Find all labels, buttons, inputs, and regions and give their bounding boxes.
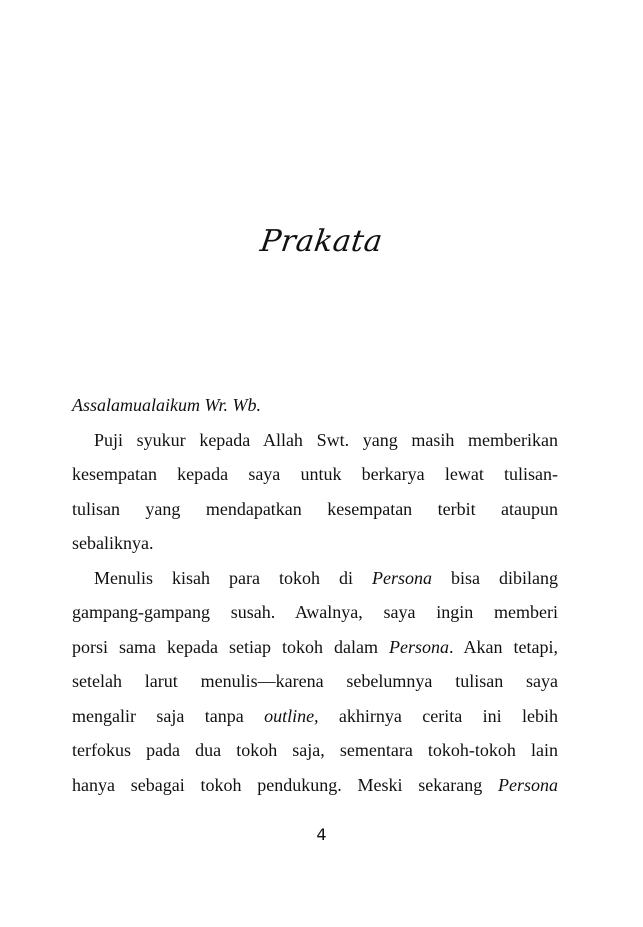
- paragraph-2-line-3: [72, 630, 558, 665]
- paragraph-2-line-5: [72, 699, 558, 734]
- paragraph-1-line-3: tulisan yang mendapatkan kesempatan terbit ataupun: [72, 498, 558, 519]
- text-fragment: mengalir saja tanpa: [72, 705, 265, 726]
- text-fragment: akhirnya cerita ini lebih: [318, 705, 558, 726]
- italic-word: outline,: [264, 705, 319, 726]
- text-fragment: bisa dibilang: [431, 567, 558, 588]
- paragraph-2-line-7: [72, 768, 558, 803]
- text-fragment: Menulis kisah para tokoh di: [94, 567, 372, 588]
- body-text: [72, 388, 558, 802]
- italic-title: Persona: [371, 567, 432, 588]
- text-fragment: hanya sebagai tokoh pendukung. Meski sekarang: [72, 774, 498, 795]
- text-fragment: porsi sama kepada setiap tokoh dalam: [72, 636, 389, 657]
- page-number: 4: [316, 825, 327, 844]
- paragraph-2-line-4: setelah larut menulis—karena sebelumnya tulisan saya: [72, 671, 558, 691]
- paragraph-2-line-1: [72, 561, 558, 596]
- greeting: Assalamualaikum Wr. Wb.: [72, 395, 261, 415]
- italic-title: Persona: [389, 636, 449, 657]
- paragraph-1-line-4: sebaliknya.: [72, 533, 154, 553]
- paragraph-1-line-1: Puji syukur kepada Allah Swt. yang masih memberikan: [94, 429, 558, 450]
- chapter-title: Prakata: [258, 224, 385, 259]
- paragraph-2-line-6: terfokus pada dua tokoh saja, sementara tokoh-tokoh lain: [72, 740, 558, 760]
- paragraph-1-line-2: kesempatan kepada saya untuk berkarya lewat tulisan-: [72, 464, 558, 484]
- greeting-line: [72, 388, 558, 423]
- text-fragment: . Akan tetapi,: [449, 636, 558, 657]
- italic-title: Persona: [498, 774, 558, 795]
- paragraph-2-line-2: gampang-gampang susah. Awalnya, saya ingin memberi: [72, 602, 558, 622]
